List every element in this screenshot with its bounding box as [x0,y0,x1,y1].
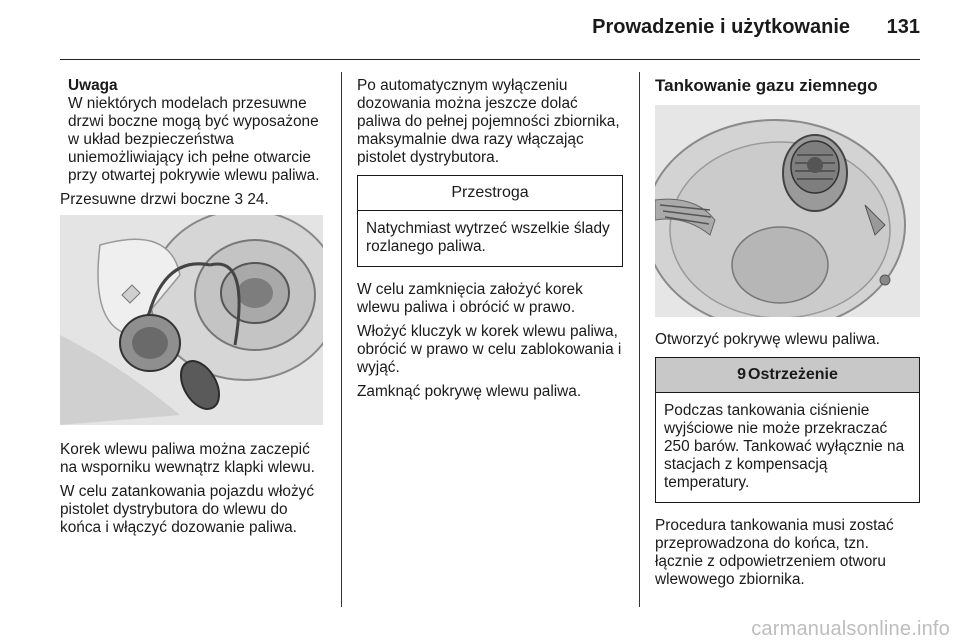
column-divider-1 [341,72,342,607]
paragraph-close-flap: Zamknąć pokrywę wlewu paliwa. [357,383,582,400]
column-1 [60,77,328,543]
page-header-title: Prowadzenie i użytkowanie [592,16,850,38]
column-divider-2 [639,72,640,607]
fuel-cap-photo [60,215,323,425]
cross-reference [60,191,328,209]
header-rule [60,59,920,60]
paragraph-lock-cap: Włożyć kluczyk w korek wlewu paliwa, obrócić w prawo w celu zablokowania i wyjąć. [357,323,622,376]
paragraph-close-cap: W celu zamknięcia założyć korek wlewu paliwa i obrócić w prawo. [357,281,583,316]
warning-header [656,358,919,393]
paragraph-refuel-instructions: W celu zatankowania pojazdu włożyć pistolet dystrybutora do wlewu do końca i włączyć dozowanie paliwa. [60,483,315,536]
caution-text: Natychmiast wytrzeć wszelkie ślady rozlanego paliwa. [366,220,610,255]
note-block [60,77,328,185]
paragraph-auto-shutoff: Po automatycznym wyłączeniu dozowania można jeszcze dolać paliwa do pełnej pojemności zbiornika, maksymalnie dwa razy włączając pistolet dystrybutora. [357,77,620,166]
warning-box [655,357,920,503]
section-title: Tankowanie gazu ziemnego [655,76,878,95]
cross-reference-text: Przesuwne drzwi boczne [60,191,231,208]
caution-title: Przestroga [358,176,622,211]
column-3 [655,77,920,595]
watermark: carmanualsonline.info [751,618,950,640]
column-2 [357,77,623,407]
warning-triangle-icon: 9 [737,366,747,383]
paragraph-fuel-cap-hook: Korek wlewu paliwa można zaczepić na wsporniku wewnątrz klapki wlewu. [60,441,315,476]
warning-title: Ostrzeżenie [748,366,838,383]
note-text: W niektórych modelach przesuwne drzwi boczne mogą być wyposażone w układ bezpieczeństwa uniemożliwiający ich pełne otwarcie przy otwartej pokrywie wlewu paliwa. [68,95,320,184]
paragraph-open-flap: Otworzyć pokrywę wlewu paliwa. [655,331,880,348]
note-title: Uwaga [68,77,118,94]
cross-reference-page[interactable]: 24. [247,191,269,208]
page-ref-arrow-icon: 3 [234,191,244,208]
caution-box [357,175,623,267]
paragraph-refuel-procedure: Procedura tankowania musi zostać przeprowadzona do końca, tzn. łącznie z odpowietrzeniem otworu wlewowego zbiornika. [655,517,894,588]
page-number: 131 [886,16,920,38]
cng-filler-photo [655,105,920,317]
warning-text: Podczas tankowania ciśnienie wyjściowe nie może przekraczać 250 barów. Tankować wyłącznie na stacjach z kompensacją temperatury. [664,402,905,491]
